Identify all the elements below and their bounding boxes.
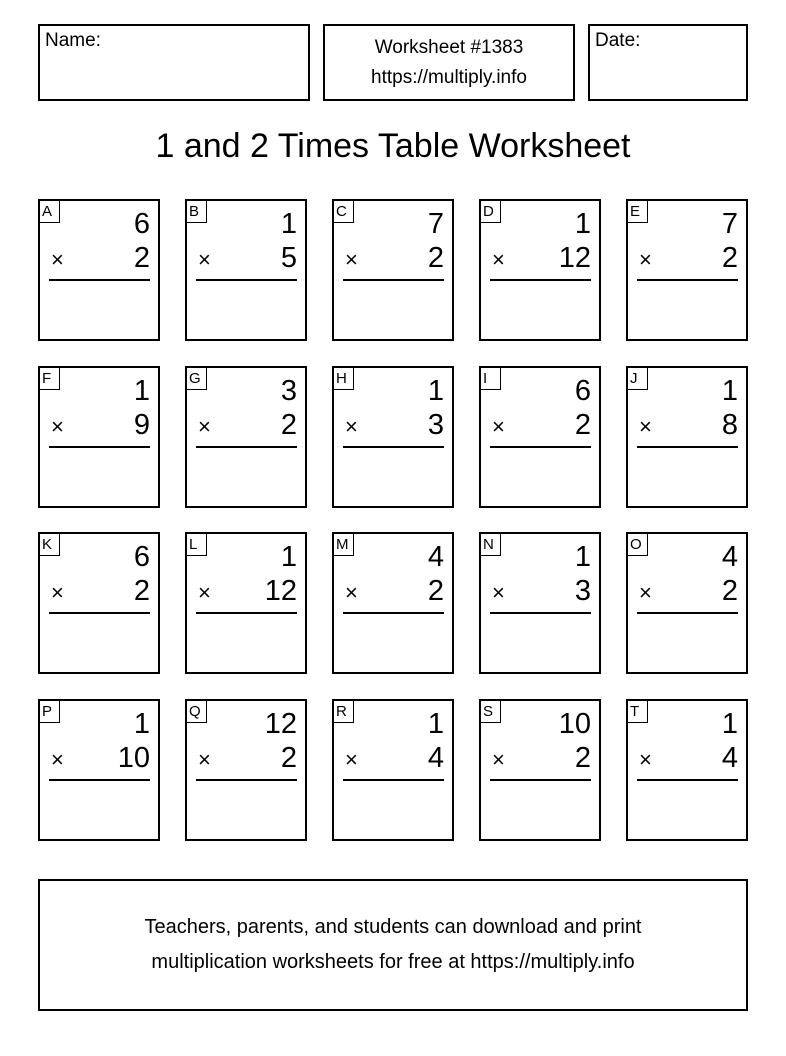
worksheet-info-box	[323, 24, 575, 101]
problem-multiplicand: 1	[574, 208, 591, 240]
times-sign: ×	[198, 580, 211, 605]
answer-line	[637, 446, 738, 448]
problem-multiplier: 2	[721, 242, 738, 274]
answer-line	[196, 446, 297, 448]
problem-multiplicand: 1	[427, 375, 444, 407]
answer-line	[490, 279, 591, 281]
times-sign: ×	[492, 247, 505, 272]
times-sign: ×	[51, 414, 64, 439]
problem-card-p[interactable]	[38, 699, 160, 841]
problem-card-r[interactable]	[332, 699, 454, 841]
answer-line	[637, 279, 738, 281]
answer-line	[343, 612, 444, 614]
problem-letter: A	[40, 201, 60, 223]
answer-line	[490, 612, 591, 614]
problem-multiplicand: 3	[280, 375, 297, 407]
problem-multiplier: 2	[721, 575, 738, 607]
times-sign: ×	[639, 247, 652, 272]
times-sign: ×	[51, 580, 64, 605]
answer-line	[49, 612, 150, 614]
times-sign: ×	[492, 747, 505, 772]
problem-letter: N	[481, 534, 501, 556]
problem-card-n[interactable]	[479, 532, 601, 674]
problem-card-l[interactable]	[185, 532, 307, 674]
problem-multiplicand: 7	[721, 208, 738, 240]
problem-card-j[interactable]	[626, 366, 748, 508]
problem-multiplicand: 4	[427, 541, 444, 573]
problem-multiplicand: 10	[558, 708, 591, 740]
times-sign: ×	[345, 580, 358, 605]
problem-multiplier: 4	[427, 742, 444, 774]
problem-card-e[interactable]	[626, 199, 748, 341]
times-sign: ×	[492, 580, 505, 605]
problem-multiplier: 4	[721, 742, 738, 774]
problem-multiplicand: 1	[721, 375, 738, 407]
problem-letter: E	[628, 201, 648, 223]
problem-multiplier: 8	[721, 409, 738, 441]
problem-letter: Q	[187, 701, 207, 723]
answer-line	[196, 779, 297, 781]
problem-letter: G	[187, 368, 207, 390]
problem-multiplier: 2	[427, 242, 444, 274]
problem-multiplicand: 1	[574, 541, 591, 573]
problem-letter: T	[628, 701, 648, 723]
problem-card-m[interactable]	[332, 532, 454, 674]
problem-letter: S	[481, 701, 501, 723]
name-label: Name:	[45, 30, 101, 51]
answer-line	[49, 779, 150, 781]
date-label: Date:	[595, 30, 641, 51]
worksheet-title: 1 and 2 Times Table Worksheet	[155, 127, 631, 165]
problem-multiplicand: 6	[133, 541, 150, 573]
problem-multiplicand: 7	[427, 208, 444, 240]
problem-letter: H	[334, 368, 354, 390]
times-sign: ×	[492, 414, 505, 439]
times-sign: ×	[639, 580, 652, 605]
problem-multiplier: 2	[280, 409, 297, 441]
problem-multiplicand: 1	[427, 708, 444, 740]
times-sign: ×	[345, 747, 358, 772]
problem-letter: R	[334, 701, 354, 723]
problem-multiplier: 5	[280, 242, 297, 274]
problem-multiplicand: 1	[280, 208, 297, 240]
problem-multiplier: 12	[264, 575, 297, 607]
problem-card-k[interactable]	[38, 532, 160, 674]
problem-card-d[interactable]	[479, 199, 601, 341]
problem-multiplicand: 1	[721, 708, 738, 740]
worksheet-number: Worksheet #1383	[374, 37, 524, 58]
answer-line	[49, 279, 150, 281]
times-sign: ×	[198, 414, 211, 439]
problem-letter: O	[628, 534, 648, 556]
problem-multiplier: 10	[117, 742, 150, 774]
name-field-box[interactable]	[38, 24, 310, 101]
problem-multiplicand: 6	[133, 208, 150, 240]
footer-box	[38, 879, 748, 1011]
problem-letter: J	[628, 368, 648, 390]
answer-line	[343, 779, 444, 781]
problem-multiplier: 2	[133, 575, 150, 607]
times-sign: ×	[198, 747, 211, 772]
problem-card-h[interactable]	[332, 366, 454, 508]
answer-line	[490, 446, 591, 448]
problem-card-c[interactable]	[332, 199, 454, 341]
problem-letter: D	[481, 201, 501, 223]
problem-multiplier: 2	[280, 742, 297, 774]
problem-card-b[interactable]	[185, 199, 307, 341]
problem-multiplicand: 12	[264, 708, 297, 740]
times-sign: ×	[51, 747, 64, 772]
answer-line	[343, 446, 444, 448]
problem-letter: M	[334, 534, 354, 556]
problem-multiplier: 3	[574, 575, 591, 607]
problem-card-g[interactable]	[185, 366, 307, 508]
problem-card-a[interactable]	[38, 199, 160, 341]
problem-letter: K	[40, 534, 60, 556]
times-sign: ×	[198, 247, 211, 272]
problem-card-s[interactable]	[479, 699, 601, 841]
problem-multiplier: 3	[427, 409, 444, 441]
problem-multiplicand: 4	[721, 541, 738, 573]
answer-line	[490, 779, 591, 781]
problem-card-i[interactable]	[479, 366, 601, 508]
problem-card-t[interactable]	[626, 699, 748, 841]
answer-line	[637, 612, 738, 614]
problem-multiplicand: 1	[280, 541, 297, 573]
problem-letter: C	[334, 201, 354, 223]
answer-line	[343, 279, 444, 281]
problem-letter: F	[40, 368, 60, 390]
problem-multiplier: 2	[574, 742, 591, 774]
footer-line-1: Teachers, parents, and students can download and print	[144, 916, 642, 938]
problem-card-f[interactable]	[38, 366, 160, 508]
problem-multiplicand: 1	[133, 375, 150, 407]
footer-line-2: multiplication worksheets for free at https://multiply.info	[151, 951, 635, 973]
answer-line	[196, 279, 297, 281]
problem-letter: P	[40, 701, 60, 723]
problem-multiplier: 12	[558, 242, 591, 274]
worksheet-url: https://multiply.info	[371, 67, 527, 88]
problem-multiplier: 2	[574, 409, 591, 441]
problem-letter: B	[187, 201, 207, 223]
problem-multiplier: 2	[133, 242, 150, 274]
problem-letter: L	[187, 534, 207, 556]
problem-letter: I	[481, 368, 501, 390]
times-sign: ×	[51, 247, 64, 272]
problem-multiplicand: 6	[574, 375, 591, 407]
times-sign: ×	[639, 414, 652, 439]
problem-multiplier: 9	[133, 409, 150, 441]
problem-card-o[interactable]	[626, 532, 748, 674]
times-sign: ×	[639, 747, 652, 772]
problem-multiplier: 2	[427, 575, 444, 607]
times-sign: ×	[345, 414, 358, 439]
answer-line	[196, 612, 297, 614]
times-sign: ×	[345, 247, 358, 272]
problem-card-q[interactable]	[185, 699, 307, 841]
problem-multiplicand: 1	[133, 708, 150, 740]
answer-line	[637, 779, 738, 781]
answer-line	[49, 446, 150, 448]
date-field-box[interactable]	[588, 24, 748, 101]
